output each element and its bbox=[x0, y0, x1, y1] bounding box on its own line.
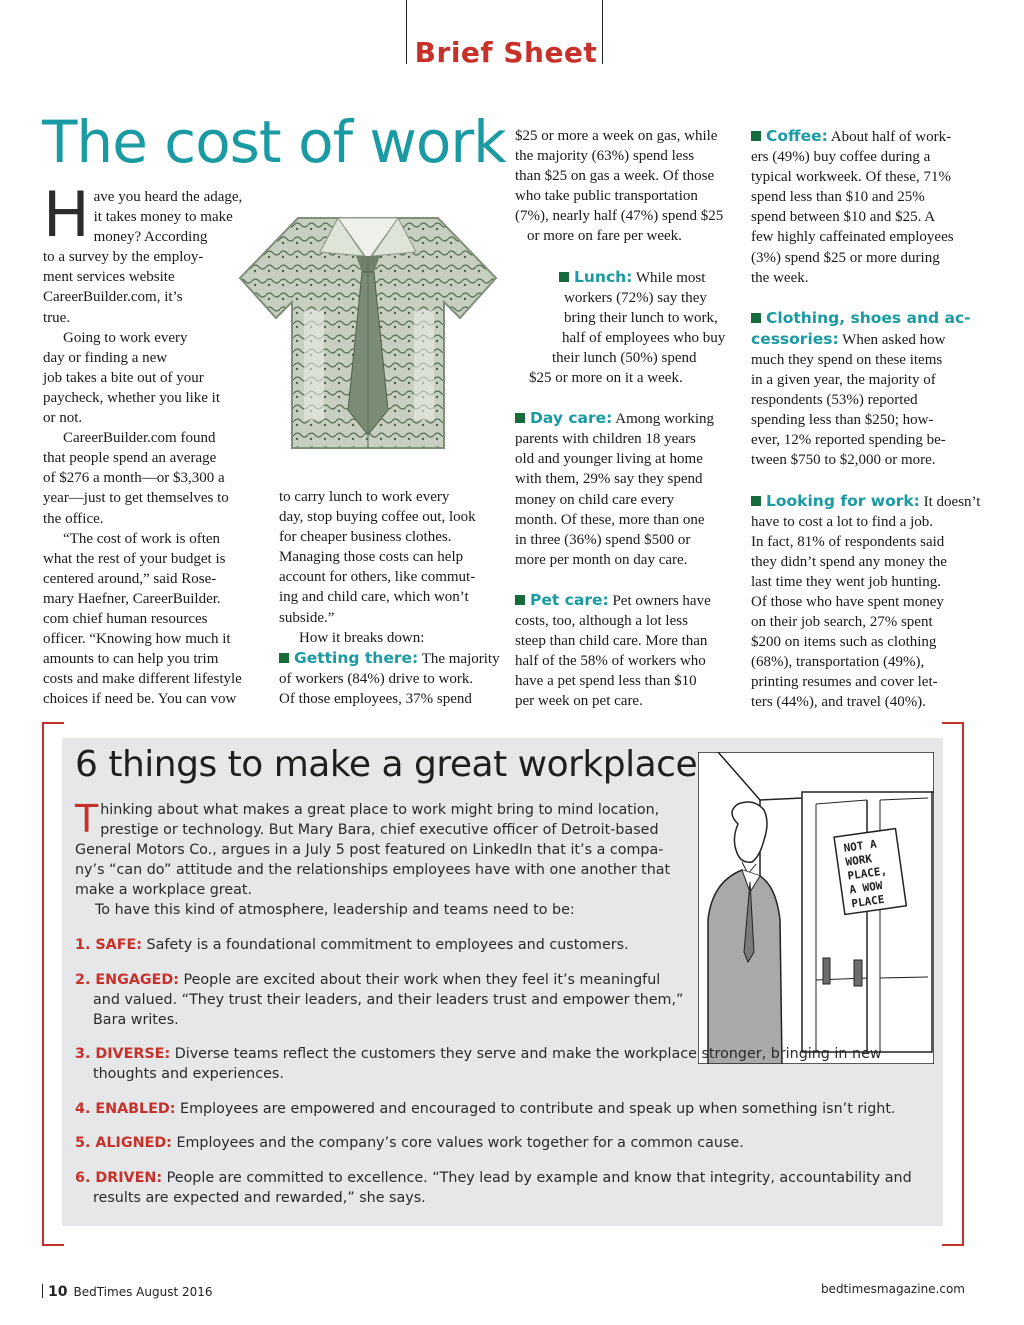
subhead-lunch: Lunch: bbox=[574, 267, 633, 286]
item-text: and valued. “They trust their leaders, and their leaders trust and empower them,” bbox=[93, 992, 684, 1008]
body-line: day or finding a new bbox=[43, 349, 168, 366]
item-label: 1. SAFE: bbox=[75, 937, 142, 953]
header-rule-left bbox=[406, 0, 407, 64]
body-text: While most bbox=[632, 269, 706, 286]
body-line: of workers (84%) drive to work. bbox=[279, 670, 474, 687]
article-title: The cost of work bbox=[42, 108, 506, 176]
body-line: it takes money to make bbox=[93, 209, 233, 226]
body-line: printing resumes and cover let- bbox=[751, 674, 938, 691]
body-line: parents with children 18 years bbox=[515, 431, 696, 448]
item-text: thoughts and experiences. bbox=[93, 1066, 284, 1082]
item-text: Bara writes. bbox=[93, 1012, 179, 1028]
subhead-getting-there: Getting there: bbox=[294, 648, 419, 667]
body-text: The majority bbox=[418, 650, 500, 667]
subhead-clothing-cont: cessories: bbox=[751, 329, 839, 348]
subhead-pet-care: Pet care: bbox=[530, 590, 609, 609]
body-line: choices if need be. You can vow bbox=[43, 691, 237, 708]
drop-cap: H bbox=[43, 178, 90, 251]
body-line: typical workweek. Of these, 71% bbox=[751, 169, 951, 186]
body-line: the office. bbox=[43, 510, 104, 527]
body-line: com chief human resources bbox=[43, 610, 208, 627]
frame-right-rule bbox=[962, 722, 964, 1246]
body-line: money on child care every bbox=[515, 491, 675, 508]
body-line: subside.” bbox=[279, 609, 335, 626]
clothing-para bbox=[751, 308, 973, 329]
article-column-4 bbox=[751, 126, 981, 713]
list-item bbox=[75, 935, 629, 955]
body-line: paycheck, whether you like it bbox=[43, 389, 221, 406]
body-line: to carry lunch to work every bbox=[279, 489, 450, 505]
body-text: Among working bbox=[612, 411, 715, 428]
sign-line: PLACE bbox=[850, 892, 886, 911]
subhead-looking-for-work: Looking for work: bbox=[766, 491, 920, 510]
subhead-clothing: Clothing, shoes and ac- bbox=[766, 308, 971, 327]
item-label: 6. DRIVEN: bbox=[75, 1170, 163, 1186]
body-line: year—just to get themselves to bbox=[43, 490, 229, 507]
issue-label: BedTimes August 2016 bbox=[73, 1285, 213, 1299]
item-text: results are expected and rewarded,” she says. bbox=[93, 1190, 426, 1206]
body-line: on their job search, 27% spent bbox=[751, 614, 933, 631]
dollar-bill-shirt-photo bbox=[238, 190, 498, 452]
body-line: or not. bbox=[43, 410, 83, 427]
body-line: ers (49%) buy coffee during a bbox=[751, 149, 931, 166]
intro-line: General Motors Co., argues in a July 5 post featured on LinkedIn that it’s a compa- bbox=[75, 842, 664, 858]
body-line: costs, too, although a lot less bbox=[515, 612, 688, 629]
sidebar-title: 6 things to make a great workplace bbox=[75, 744, 698, 785]
body-line: day, stop buying coffee out, look bbox=[279, 509, 476, 526]
green-square-bullet bbox=[515, 413, 525, 423]
body-line: money? According bbox=[93, 229, 208, 246]
sign-line: NOT A bbox=[842, 837, 878, 855]
body-line: In fact, 81% of respondents said bbox=[751, 533, 945, 550]
coffee-para bbox=[751, 126, 973, 147]
body-line: Of those employees, 37% spend bbox=[279, 690, 472, 707]
body-line: CareerBuilder.com found bbox=[63, 430, 216, 447]
body-line: mary Haefner, CareerBuilder. bbox=[43, 590, 221, 607]
body-line: ment services website bbox=[43, 269, 175, 286]
looking-para bbox=[751, 491, 981, 512]
body-line: centered around,” said Rose- bbox=[43, 570, 217, 587]
body-line bbox=[751, 329, 973, 350]
getting-there-para bbox=[279, 648, 499, 669]
item-text: Employees are empowered and encouraged to contribute and speak up when something isn’t right. bbox=[175, 1101, 896, 1117]
list-item bbox=[75, 1133, 744, 1153]
body-line: “The cost of work is often bbox=[63, 530, 221, 547]
green-square-bullet bbox=[279, 653, 289, 663]
list-item bbox=[75, 1099, 895, 1119]
body-line: CareerBuilder.com, it’s bbox=[43, 289, 183, 306]
body-text: It doesn’t bbox=[919, 493, 981, 510]
item-label: 4. ENABLED: bbox=[75, 1101, 176, 1117]
item-text: Employees and the company’s core values work together for a common cause. bbox=[171, 1135, 744, 1151]
body-line: the week. bbox=[751, 269, 809, 286]
body-text: About half of work- bbox=[827, 129, 952, 145]
body-line: last time they went job hunting. bbox=[751, 573, 941, 590]
body-line: more per month on day care. bbox=[515, 551, 688, 568]
body-line: ever, 12% reported spending be- bbox=[751, 432, 946, 449]
item-text: People are committed to excellence. “They lead by example and know that integrity, accountability and bbox=[162, 1170, 912, 1186]
body-line: their lunch (50%) spend bbox=[552, 349, 697, 366]
item-text: Diverse teams reflect the customers they serve and make the workplace stronger, bringing in new bbox=[170, 1046, 882, 1062]
body-line: Of those who have spent money bbox=[751, 593, 944, 610]
body-line: job takes a bite out of your bbox=[43, 369, 204, 386]
body-line: steep than child care. More than bbox=[515, 633, 708, 650]
list-item bbox=[75, 1044, 882, 1084]
body-line: have to cost a lot to find a job. bbox=[751, 513, 934, 530]
page-number: 10 bbox=[48, 1284, 68, 1300]
body-line: ave you heard the adage, bbox=[93, 189, 243, 205]
body-line: amounts to can help you trim bbox=[43, 651, 219, 668]
body-line: spend between $10 and $25. A bbox=[751, 209, 936, 226]
list-item bbox=[75, 970, 683, 1030]
item-label: 5. ALIGNED: bbox=[75, 1135, 172, 1151]
body-line: (7%), nearly half (47%) spend $25 bbox=[515, 208, 724, 225]
item-text: People are excited about their work when they feel it’s meaningful bbox=[178, 972, 661, 988]
body-line: Managing those costs can help bbox=[279, 549, 464, 566]
body-line: officer. “Knowing how much it bbox=[43, 631, 231, 648]
body-line: that people spend an average bbox=[43, 450, 217, 467]
body-line: old and younger living at home bbox=[515, 451, 703, 468]
item-label: 2. ENGAGED: bbox=[75, 972, 179, 988]
body-line: respondents (53%) reported bbox=[751, 392, 918, 409]
intro-line: prestige or technology. But Mary Bara, chief executive officer of Detroit-based bbox=[100, 822, 659, 838]
footer-issue bbox=[42, 1284, 213, 1300]
list-item bbox=[75, 1168, 912, 1208]
body-line: than $25 on gas a week. Of those bbox=[515, 168, 715, 185]
frame-left-rule bbox=[42, 722, 44, 1246]
article-column-3 bbox=[515, 126, 737, 711]
body-line: $25 or more on it a week. bbox=[529, 370, 683, 387]
body-line: costs and make different lifestyle bbox=[43, 671, 242, 688]
frame-corner bbox=[42, 1244, 64, 1246]
green-square-bullet bbox=[751, 131, 761, 141]
green-square-bullet bbox=[751, 496, 761, 506]
body-line: $25 or more a week on gas, while bbox=[515, 128, 718, 144]
body-line: month. Of these, more than one bbox=[515, 511, 705, 528]
intro-line: make a workplace great. bbox=[75, 882, 253, 898]
body-line: they didn’t spend any money the bbox=[751, 553, 947, 570]
body-line: half of the 58% of workers who bbox=[515, 653, 706, 670]
sign-line: WORK bbox=[844, 852, 873, 869]
footer-divider bbox=[42, 1284, 43, 1298]
body-line: in a given year, the majority of bbox=[751, 372, 936, 389]
intro-line: ny’s “can do” attitude and the relationships employees have with one another that bbox=[75, 862, 671, 878]
lunch-para bbox=[515, 267, 737, 288]
body-text: When asked how bbox=[838, 331, 946, 348]
body-line: much they spend on these items bbox=[751, 351, 943, 368]
item-label: 3. DIVERSE: bbox=[75, 1046, 171, 1062]
body-line: bring their lunch to work, bbox=[564, 309, 718, 326]
body-line: of $276 a month—or $3,300 a bbox=[43, 470, 225, 487]
body-line: true. bbox=[43, 309, 71, 326]
body-line: tween $750 to $2,000 or more. bbox=[751, 452, 936, 469]
green-square-bullet bbox=[751, 313, 761, 323]
body-line: spend less than $10 and 25% bbox=[751, 189, 925, 206]
body-line: with them, 29% say they spend bbox=[515, 471, 703, 488]
section-label: Brief Sheet bbox=[414, 36, 598, 69]
subhead-coffee: Coffee: bbox=[766, 127, 828, 145]
sign-line: PLACE, bbox=[846, 864, 888, 883]
body-line: How it breaks down: bbox=[299, 629, 425, 646]
body-line: per week on pet care. bbox=[515, 693, 643, 710]
body-line: Going to work every bbox=[63, 329, 188, 346]
body-line: (68%), transportation (49%), bbox=[751, 654, 925, 671]
body-line: the majority (63%) spend less bbox=[515, 148, 695, 165]
body-text: Pet owners have bbox=[608, 592, 711, 609]
body-line: in three (36%) spend $500 or bbox=[515, 531, 691, 548]
sign-line: A WOW bbox=[848, 878, 884, 897]
frame-corner bbox=[942, 722, 964, 724]
body-line: ing and child care, which won’t bbox=[279, 589, 469, 606]
body-line: (3%) spend $25 or more during bbox=[751, 249, 940, 266]
body-line: or more on fare per week. bbox=[527, 228, 682, 245]
body-line: ters (44%), and travel (40%). bbox=[751, 694, 926, 711]
frame-corner bbox=[42, 722, 64, 724]
cartoon-office-door-illustration bbox=[698, 752, 934, 1064]
daycare-para bbox=[515, 408, 737, 429]
body-line: have a pet spend less than $10 bbox=[515, 673, 697, 690]
body-line: what the rest of your budget is bbox=[43, 550, 226, 567]
body-line: to a survey by the employ- bbox=[43, 249, 204, 266]
green-square-bullet bbox=[515, 595, 525, 605]
item-text: Safety is a foundational commitment to employees and customers. bbox=[141, 937, 629, 953]
green-square-bullet bbox=[559, 272, 569, 282]
body-line: $200 on items such as clothing bbox=[751, 634, 937, 651]
petcare-para bbox=[515, 590, 737, 611]
article-column-2 bbox=[279, 487, 499, 709]
intro-lead: To have this kind of atmosphere, leadership and teams need to be: bbox=[95, 902, 575, 918]
frame-corner bbox=[942, 1244, 964, 1246]
body-line: spending less than $250; how- bbox=[751, 412, 934, 429]
body-line: account for others, like commut- bbox=[279, 569, 476, 586]
drop-cap: T bbox=[75, 797, 99, 841]
subhead-day-care: Day care: bbox=[530, 409, 613, 428]
body-line: who take public transportation bbox=[515, 188, 698, 205]
body-line: half of employees who buy bbox=[562, 329, 726, 346]
body-line: few highly caffeinated employees bbox=[751, 229, 954, 246]
body-line: for cheaper business clothes. bbox=[279, 529, 452, 546]
body-line: workers (72%) say they bbox=[564, 289, 707, 306]
article-column-1 bbox=[43, 178, 265, 709]
intro-line: hinking about what makes a great place to work might bring to mind location, bbox=[100, 802, 660, 818]
footer-site: bedtimesmagazine.com bbox=[820, 1282, 965, 1296]
sidebar-intro bbox=[75, 797, 671, 920]
